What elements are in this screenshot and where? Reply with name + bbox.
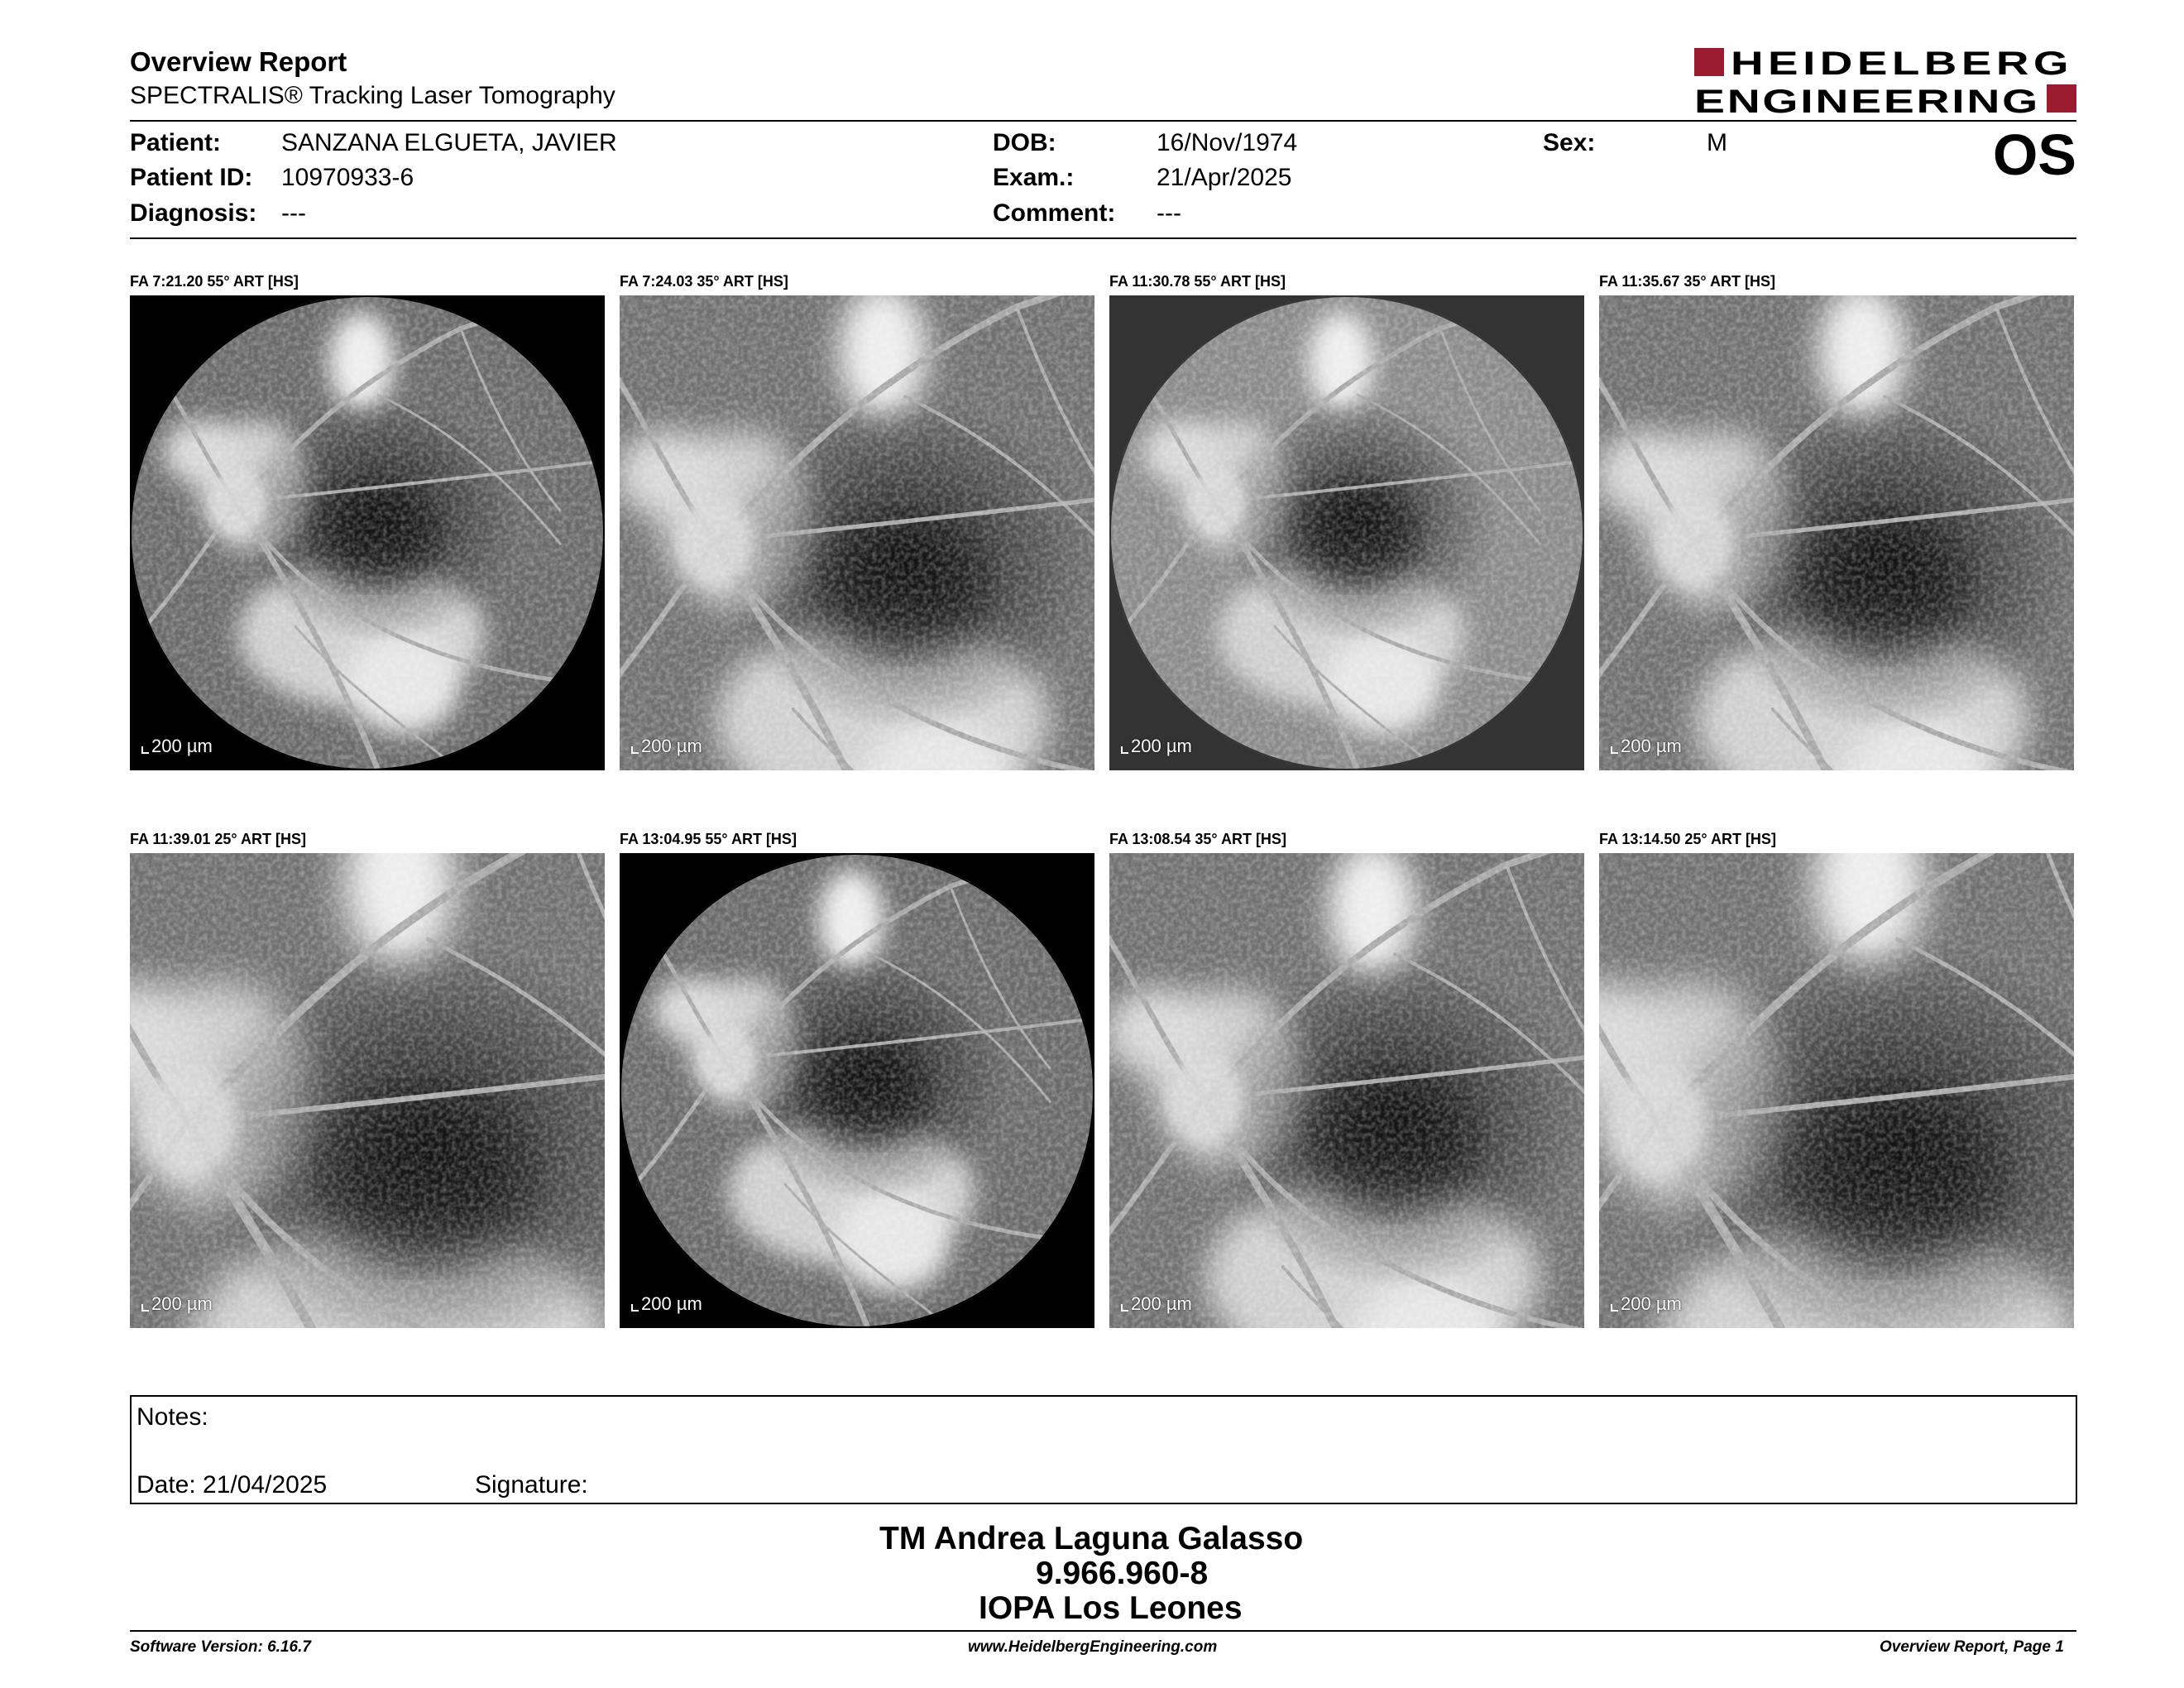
header-rule: [130, 120, 2076, 122]
info-rule: [130, 237, 2076, 239]
fundus-picture: [620, 295, 1094, 770]
scale-label: 200 µm: [641, 736, 702, 756]
svg-text:ENGINEERING: ENGINEERING: [1694, 84, 2040, 116]
notes-date: Date: 21/04/2025: [136, 1471, 328, 1499]
scale-label: 200 µm: [1131, 1293, 1192, 1314]
angiography-image[interactable]: [1109, 295, 1584, 770]
scale-label: 200 µm: [151, 1293, 213, 1314]
scale-bar: [141, 736, 213, 757]
sex-value: M: [1707, 129, 1727, 156]
fundus-picture: [1599, 853, 2074, 1328]
scale-label: 200 µm: [1621, 736, 1682, 756]
signature-label: Signature:: [475, 1471, 588, 1499]
fundus-picture: [1109, 295, 1584, 770]
image-caption: FA 7:24.03 35° ART [HS]: [620, 273, 788, 290]
scale-label: 200 µm: [1131, 736, 1192, 756]
fundus-picture: [620, 853, 1094, 1328]
notes-label: Notes:: [136, 1403, 208, 1431]
signer-institution: IOPA Los Leones: [979, 1590, 1243, 1626]
scale-bar: [1121, 736, 1192, 757]
scale-bar: [631, 736, 702, 757]
angiography-image[interactable]: [620, 295, 1094, 770]
comment-label: Comment:: [993, 199, 1116, 227]
angiography-image[interactable]: [1109, 853, 1584, 1328]
image-caption: FA 13:14.50 25° ART [HS]: [1599, 831, 1776, 847]
angiography-image[interactable]: [130, 853, 605, 1328]
footer-rule: [130, 1630, 2076, 1632]
angiography-image[interactable]: [1599, 295, 2074, 770]
scale-bar: [1611, 736, 1682, 757]
scale-label: 200 µm: [1621, 1293, 1682, 1314]
eye-indicator: OS: [1992, 122, 2076, 187]
sex-label: Sex:: [1543, 129, 1596, 156]
angiography-image[interactable]: [130, 295, 605, 770]
patient-name: SANZANA ELGUETA, JAVIER: [281, 129, 617, 156]
fundus-picture: [1109, 853, 1584, 1328]
scale-marker-icon: [1121, 746, 1128, 754]
website-link[interactable]: www.HeidelbergEngineering.com: [968, 1638, 1218, 1656]
fundus-picture: [130, 295, 605, 770]
angiography-image[interactable]: [620, 853, 1094, 1328]
scale-marker-icon: [631, 1304, 639, 1312]
heidelberg-logo: [1694, 46, 2076, 116]
image-caption: FA 13:08.54 35° ART [HS]: [1109, 831, 1286, 847]
svg-text:HEIDELBERG: HEIDELBERG: [1731, 46, 2073, 82]
angiography-image[interactable]: [1599, 853, 2074, 1328]
diagnosis-label: Diagnosis:: [130, 199, 257, 227]
scale-marker-icon: [631, 746, 639, 754]
diagnosis-value: ---: [281, 199, 306, 227]
image-caption: FA 11:30.78 55° ART [HS]: [1109, 273, 1286, 290]
comment-value: ---: [1157, 199, 1181, 227]
page-number: Overview Report, Page 1: [1880, 1638, 2064, 1656]
scale-bar: [141, 1293, 213, 1315]
notes-box: [130, 1395, 2077, 1504]
exam-label: Exam.:: [993, 164, 1075, 191]
report-title: Overview Report: [130, 46, 347, 77]
image-caption: FA 11:35.67 35° ART [HS]: [1599, 273, 1775, 290]
fundus-picture: [1599, 295, 2074, 770]
scale-bar: [1611, 1293, 1682, 1315]
image-caption: FA 7:21.20 55° ART [HS]: [130, 273, 299, 290]
image-caption: FA 11:39.01 25° ART [HS]: [130, 831, 306, 847]
report-subtitle: SPECTRALIS® Tracking Laser Tomography: [130, 82, 615, 109]
scale-marker-icon: [1611, 1304, 1618, 1312]
patient-label: Patient:: [130, 129, 222, 156]
scale-marker-icon: [1121, 1304, 1128, 1312]
image-caption: FA 13:04.95 55° ART [HS]: [620, 831, 797, 847]
software-version: Software Version: 6.16.7: [130, 1638, 311, 1656]
scale-marker-icon: [141, 1304, 149, 1312]
scale-marker-icon: [141, 746, 149, 754]
fundus-picture: [130, 853, 605, 1328]
dob-label: DOB:: [993, 129, 1056, 156]
scale-bar: [1121, 1293, 1192, 1315]
scale-label: 200 µm: [641, 1293, 702, 1314]
scale-marker-icon: [1611, 746, 1618, 754]
signer-name: TM Andrea Laguna Galasso: [879, 1521, 1304, 1556]
scale-bar: [631, 1293, 702, 1315]
scale-label: 200 µm: [151, 736, 213, 756]
dob-value: 16/Nov/1974: [1157, 129, 1298, 156]
exam-value: 21/Apr/2025: [1157, 164, 1292, 191]
patient-id: 10970933-6: [281, 164, 414, 191]
signer-id: 9.966.960-8: [1036, 1556, 1209, 1591]
patient-id-label: Patient ID:: [130, 164, 253, 191]
